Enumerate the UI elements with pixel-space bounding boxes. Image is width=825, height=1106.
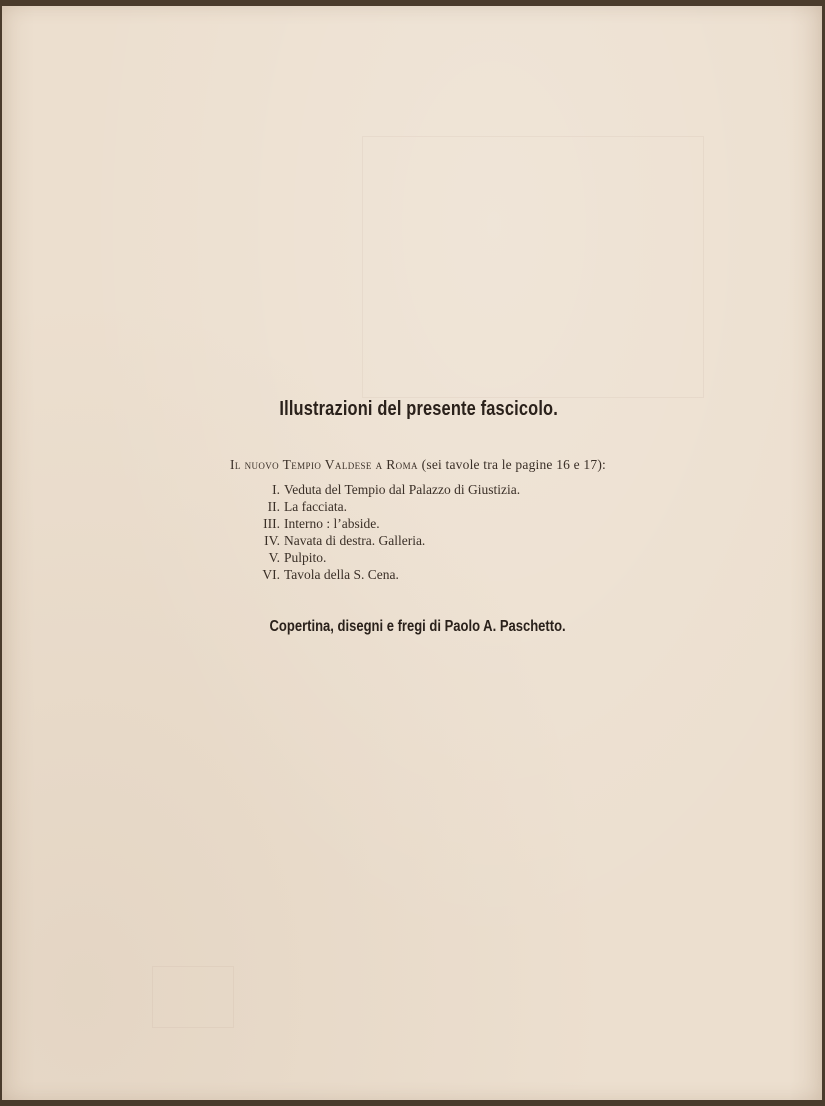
list-item [242, 532, 642, 549]
page-title: Illustrazioni del presente fascicolo. [279, 398, 558, 420]
plate-number: IV. [264, 533, 280, 548]
list-item [242, 549, 642, 566]
section-heading [230, 457, 606, 473]
plate-caption: La facciata. [284, 499, 347, 514]
show-through-frame [362, 136, 704, 398]
plate-number: VI. [262, 567, 280, 582]
plate-number: II. [267, 499, 280, 514]
plate-number: I. [272, 482, 280, 497]
section-name: Il nuovo Tempio Valdese a Roma [230, 457, 418, 472]
plate-caption: Navata di destra. Galleria. [284, 533, 426, 548]
list-item [242, 481, 642, 498]
plate-number: III. [263, 516, 280, 531]
plates-list [242, 481, 642, 583]
plate-caption: Pulpito. [284, 550, 327, 565]
plate-caption: Veduta del Tempio dal Palazzo di Giustizia. [284, 482, 521, 497]
credits-line: Copertina, disegni e fregi di Paolo A. Paschetto. [269, 618, 566, 635]
section-note: (sei tavole tra le pagine 16 e 17): [421, 457, 606, 472]
plate-caption: Tavola della S. Cena. [284, 567, 399, 582]
plate-caption: Interno : l’abside. [284, 516, 380, 531]
list-item [242, 498, 642, 515]
plate-number: V. [268, 550, 280, 565]
document-page [2, 6, 822, 1100]
list-item [242, 515, 642, 532]
list-item [242, 566, 642, 583]
show-through-frame [152, 966, 234, 1028]
